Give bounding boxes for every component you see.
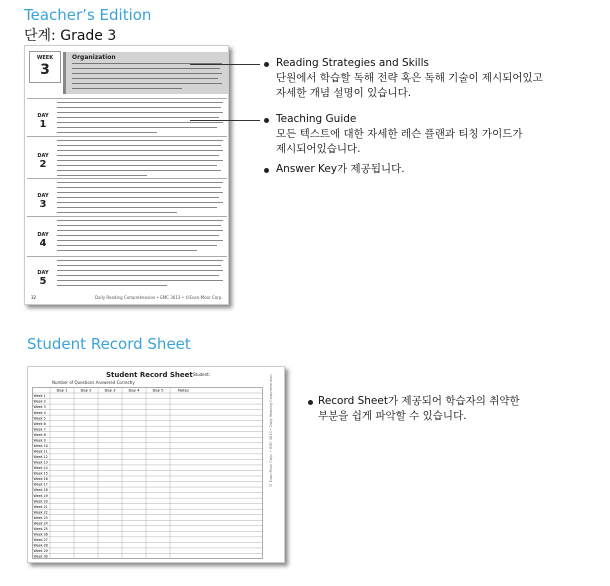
week-row-label: Week 7 — [33, 427, 46, 432]
week-row-label: Week 8 — [33, 432, 46, 437]
column-header: Day 2 — [80, 387, 92, 393]
bullet-line: 자세한 개념 설명이 있습니다. — [276, 87, 412, 99]
record-grid — [32, 387, 263, 559]
week-row-label: Week 27 — [33, 538, 48, 543]
bullet-record-sheet — [318, 394, 520, 424]
bullet-line: Record Sheet가 제공되어 학습자의 취약한 — [318, 395, 520, 407]
grade-label: 단계: Grade 3 — [24, 28, 117, 44]
week-row-label: Week 18 — [33, 488, 48, 493]
side-copyright: © Evan-Moor Corp. • EMC 3613 • Daily Reading Comprehension — [269, 374, 273, 487]
week-row-label: Week 25 — [33, 526, 48, 531]
week-row-label: Week 14 — [33, 466, 48, 471]
week-badge — [29, 51, 61, 83]
page-number: 32 — [31, 295, 37, 300]
day-label: DAY 5 — [37, 270, 49, 287]
sheet-title: Student Record Sheet — [106, 371, 193, 379]
record-grid-svg — [32, 387, 263, 559]
bullet-dot — [264, 168, 269, 173]
week-row-label: Week 9 — [33, 438, 46, 443]
grid-border — [33, 388, 263, 559]
day-label: DAY 1 — [37, 113, 49, 130]
week-row-label: Week 30 — [33, 554, 48, 559]
day-row — [27, 178, 227, 217]
page-footer: Daily Reading Comprehension • EMC 3613 • ©Evan-Moor Corp. — [95, 295, 223, 300]
week-row-label: Week 22 — [33, 510, 48, 515]
week-row-label: Week 15 — [33, 471, 48, 476]
day-row — [27, 136, 227, 179]
organization-box — [63, 52, 228, 94]
student-label: Student: — [193, 372, 211, 377]
week-row-label: Week 4 — [33, 410, 46, 415]
week-row-label: Week 5 — [33, 416, 46, 421]
column-header: Day 5 — [152, 387, 164, 393]
week-row-label: Week 21 — [33, 504, 48, 509]
column-header: Notes — [178, 387, 189, 393]
bullet-title: Reading Strategies and Skills — [276, 57, 429, 69]
bullet-line: 모든 텍스트에 대한 자세한 레슨 플랜과 티칭 가이드가 — [276, 128, 523, 140]
connector-line — [190, 64, 260, 65]
week-row-label: Week 11 — [33, 449, 48, 454]
week-row-label: Week 23 — [33, 515, 48, 520]
week-row-label: Week 26 — [33, 532, 48, 537]
bullet-dot — [308, 400, 313, 405]
week-row-label: Week 16 — [33, 477, 48, 482]
week-row-label: Week 24 — [33, 521, 48, 526]
day-row — [27, 98, 227, 137]
bullet-title: Teaching Guide — [276, 113, 357, 125]
bullet-line: 부분을 쉽게 파악할 수 있습니다. — [318, 410, 467, 422]
section-title-teacher: Teacher’s Edition — [24, 6, 152, 24]
bullet-line: 단원에서 학습할 독해 전략 혹은 독해 기술이 제시되어있고 — [276, 72, 543, 84]
connector-line — [190, 120, 260, 121]
day-label: DAY 4 — [37, 232, 49, 249]
week-row-label: Week 3 — [33, 405, 46, 410]
bullet-reading-strategies — [276, 56, 543, 101]
week-number: 3 — [40, 62, 50, 78]
week-row-label: Week 29 — [33, 549, 48, 554]
column-header: Day 1 — [56, 387, 68, 393]
week-row-label: Week 2 — [33, 399, 46, 404]
week-row-label: Week 28 — [33, 543, 48, 548]
bullet-teaching-guide — [276, 112, 523, 157]
week-row-label: Week 10 — [33, 443, 48, 448]
teacher-page-image — [24, 45, 229, 305]
day-label: DAY 3 — [37, 193, 49, 210]
student-record-sheet-image — [27, 366, 285, 563]
organization-title: Organization — [72, 54, 116, 61]
week-label: WEEK — [36, 55, 54, 61]
bullet-answer-key: Answer Key가 제공됩니다. — [276, 163, 405, 175]
week-row-label: Week 6 — [33, 421, 46, 426]
week-row-label: Week 20 — [33, 499, 48, 504]
day-row — [27, 216, 227, 257]
week-row-label: Week 12 — [33, 455, 48, 460]
bullet-dot — [264, 118, 269, 123]
week-row-label: Week 19 — [33, 493, 48, 498]
week-row-label: Week 1 — [33, 394, 46, 399]
day-label: DAY 2 — [37, 153, 49, 170]
day-row — [27, 256, 227, 293]
bullet-line: 제시되어있습니다. — [276, 143, 361, 155]
column-header: Day 3 — [104, 387, 116, 393]
week-row-label: Week 17 — [33, 482, 48, 487]
section-title-student: Student Record Sheet — [27, 335, 191, 353]
bullet-dot — [264, 62, 269, 67]
week-row-label: Week 13 — [33, 460, 48, 465]
sheet-subheader: Number of Questions Answered Correctly — [52, 380, 135, 385]
column-header: Day 4 — [128, 387, 140, 393]
